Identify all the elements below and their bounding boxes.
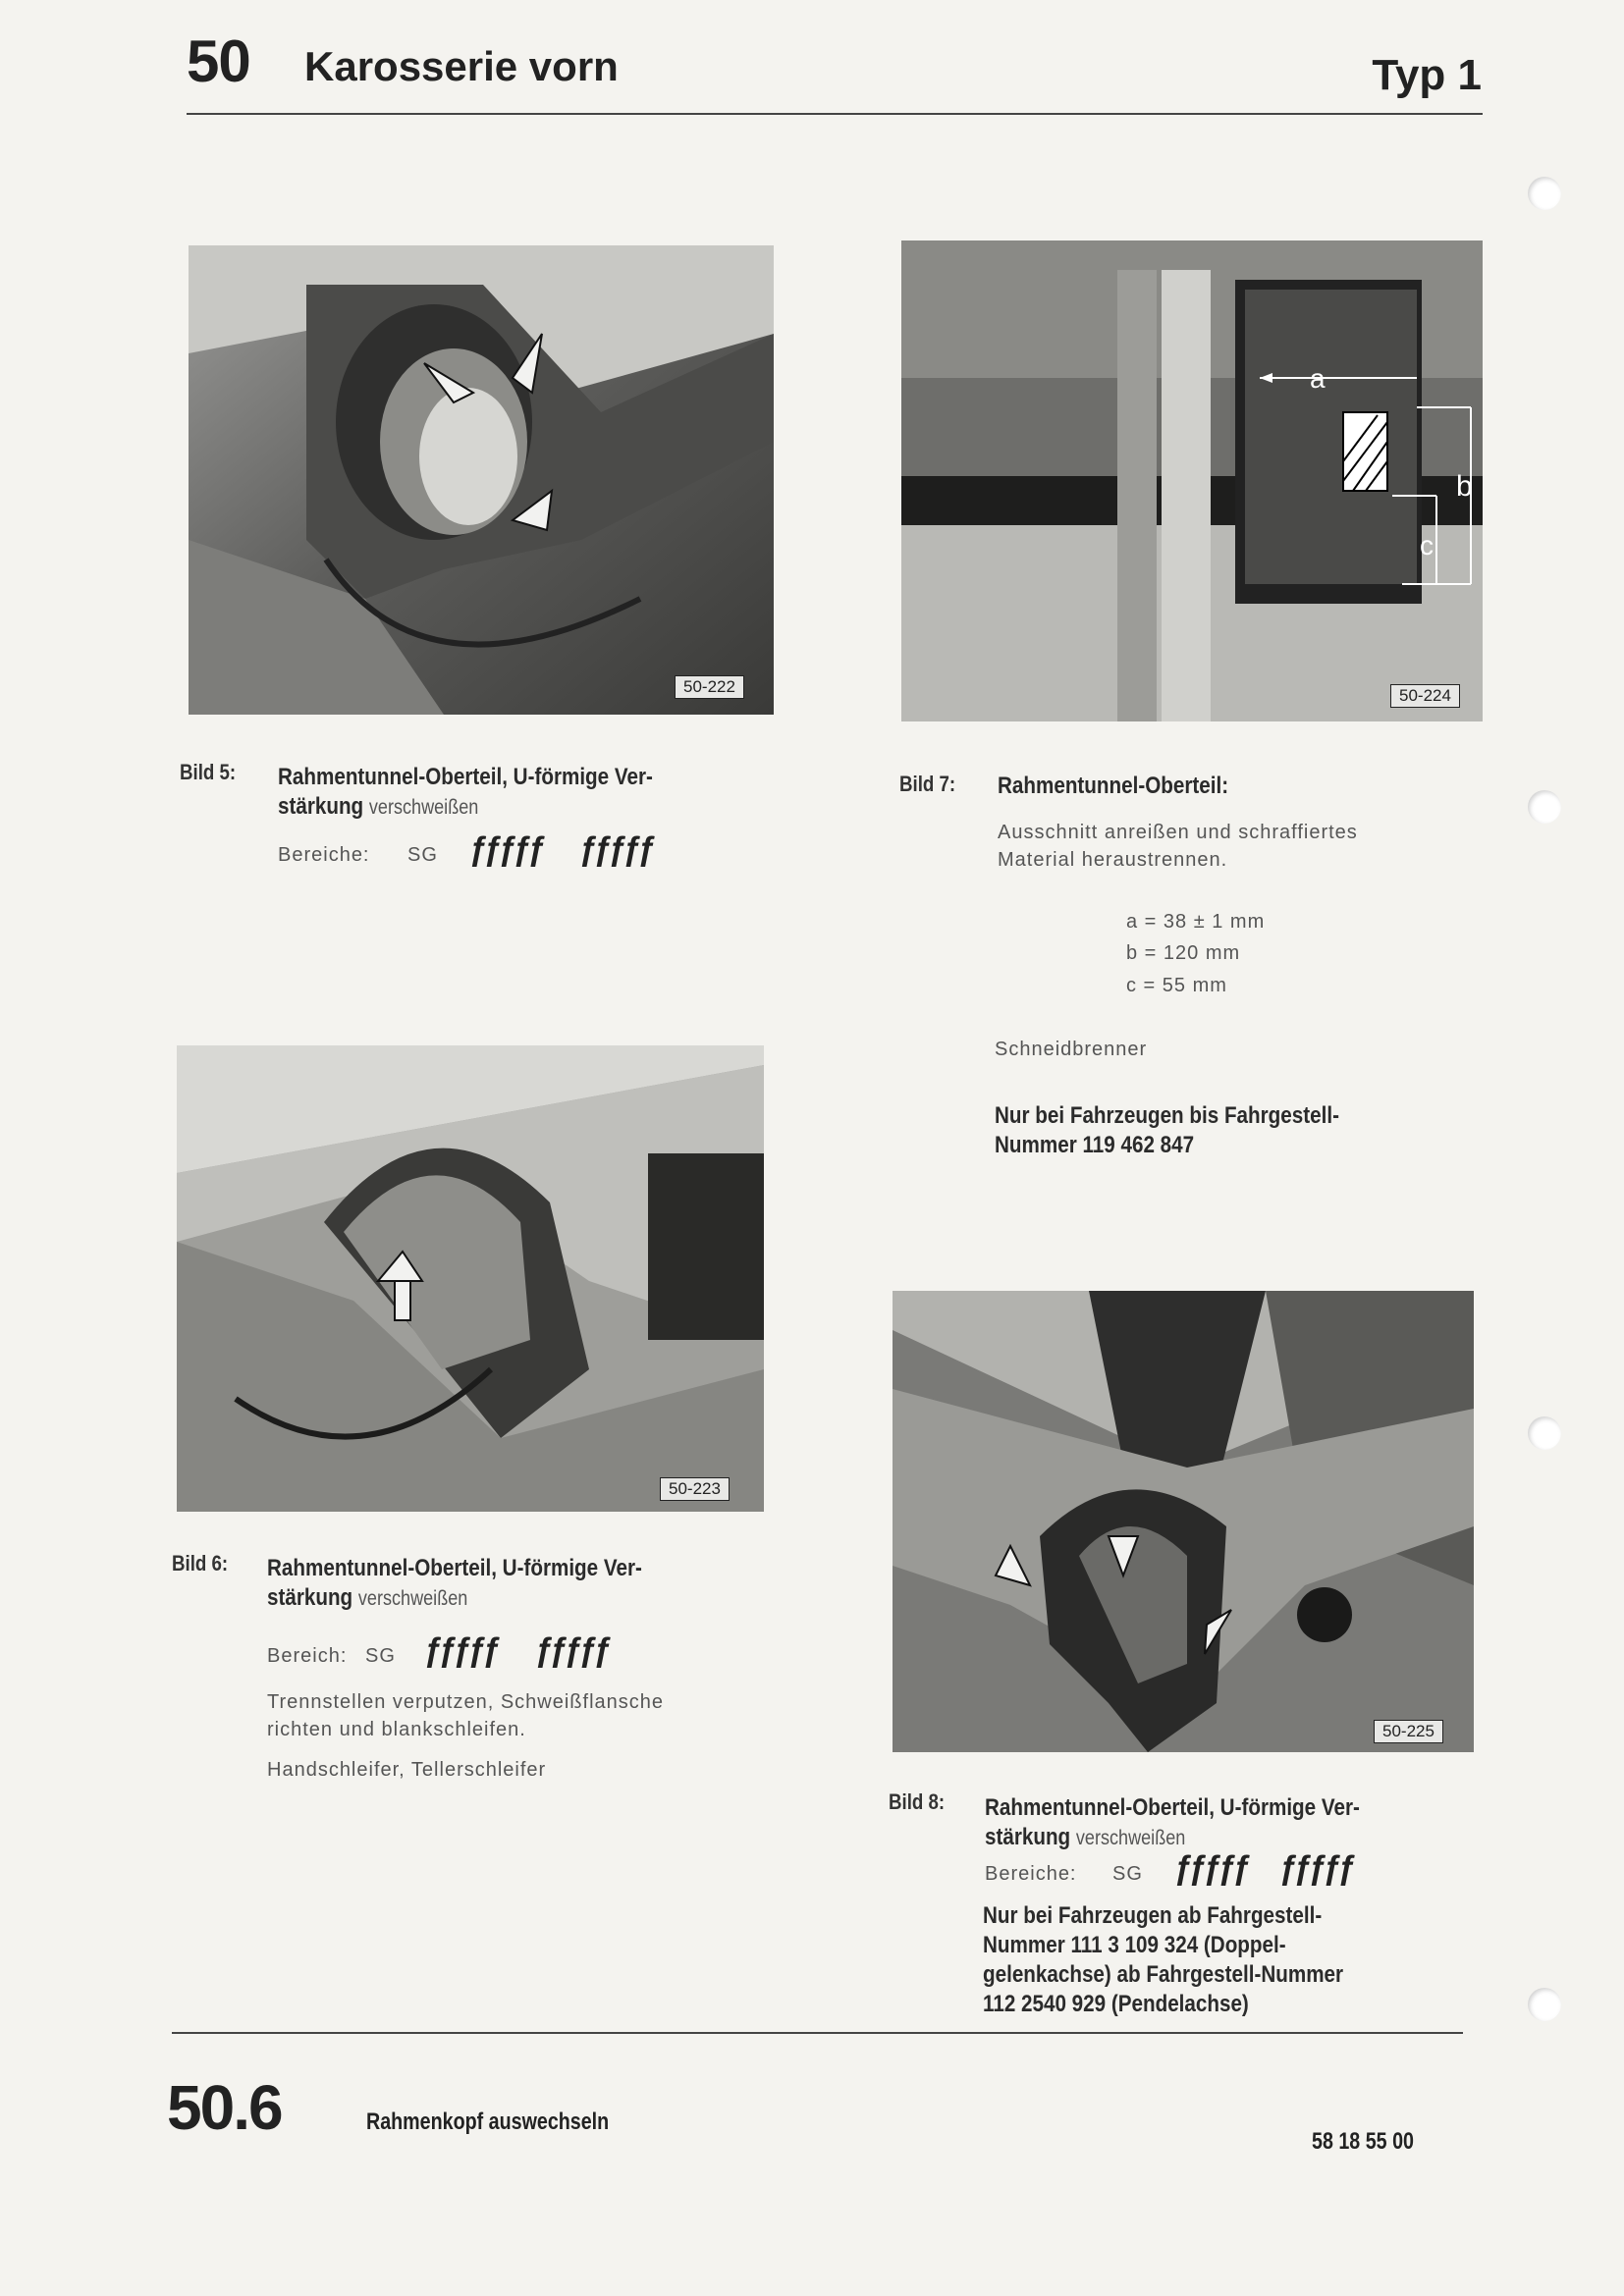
figure-6-title-line1: Rahmentunnel-Oberteil, U-förmige Ver- <box>267 1555 642 1581</box>
weld-symbol: ƒƒƒƒƒ <box>1279 1849 1353 1887</box>
figure-5-areas-code: SG <box>407 844 438 866</box>
figure-7-dim-c: c = 55 mm <box>1126 975 1227 996</box>
binder-hole <box>1528 1416 1561 1450</box>
figure-8-bold-note-line: Nur bei Fahrzeugen ab Fahrgestell- <box>983 1902 1323 1929</box>
figure-6-title-rest: verschweißen <box>357 1587 468 1610</box>
figure-6-notes <box>267 1688 664 1743</box>
figure-8-title <box>985 1793 1491 1853</box>
figure-7-note-line: Ausschnitt anreißen und schraffiertes <box>998 822 1358 843</box>
section-number: 50 <box>187 28 250 94</box>
figure-7-title: Rahmentunnel-Oberteil: <box>998 773 1229 799</box>
figure-5-title-rest: verschweißen <box>368 796 479 819</box>
weld-symbol: ƒƒƒƒƒ <box>469 830 543 868</box>
figure-5-areas-label: Bereiche: <box>278 844 370 866</box>
figure-7-label: Bild 7: <box>899 772 956 796</box>
figure-7-dim-b: b = 120 mm <box>1126 942 1241 964</box>
figure-7-bold-note <box>995 1101 1339 1160</box>
photo-id-label: 50-223 <box>660 1477 730 1501</box>
figure-6-photo <box>177 1045 764 1512</box>
diagram-label-c: c <box>1420 530 1434 561</box>
figure-7-note-line: Material heraustrennen. <box>998 849 1228 871</box>
figure-8-bold-note <box>983 1901 1343 2019</box>
weld-symbol: ƒƒƒƒƒ <box>424 1631 498 1669</box>
weld-symbol: ƒƒƒƒƒ <box>535 1631 609 1669</box>
binder-hole <box>1528 790 1561 824</box>
figure-7-notes <box>998 819 1358 874</box>
figure-6-title-line2 <box>267 1583 774 1614</box>
diagram-label-b: b <box>1456 470 1473 503</box>
figure-7-photo <box>901 240 1483 721</box>
figure-6-tools: Handschleifer, Tellerschleifer <box>267 1759 547 1781</box>
figure-8-photo <box>893 1291 1474 1752</box>
section-title: Karosserie vorn <box>304 43 619 89</box>
figure-7-bold-note-line: Nur bei Fahrzeugen bis Fahrgestell- <box>995 1102 1339 1129</box>
figure-8-label: Bild 8: <box>889 1789 946 1814</box>
figure-8-areas-code: SG <box>1112 1863 1143 1885</box>
figure-6-title-bold: stärkung <box>267 1584 353 1611</box>
figure-8-bold-note-line: 112 2540 929 (Pendelachse) <box>983 1991 1249 2017</box>
page-number: 50.6 <box>167 2072 282 2143</box>
binder-hole <box>1528 177 1561 210</box>
figure-5-title <box>278 763 785 823</box>
weld-symbol: ƒƒƒƒƒ <box>1174 1849 1248 1887</box>
figure-6-note-line: richten und blankschleifen. <box>267 1719 526 1740</box>
figure-5-title-line2 <box>278 792 785 823</box>
photo-id-label: 50-225 <box>1374 1720 1443 1743</box>
document-code: 58 18 55 00 <box>1312 2128 1414 2155</box>
type-label: Typ 1 <box>1372 51 1482 99</box>
figure-8-title-bold: stärkung <box>985 1824 1071 1850</box>
figure-6-areas-label: Bereich: <box>267 1645 348 1667</box>
figure-5-photo <box>189 245 774 715</box>
footer-rule <box>172 2032 1463 2034</box>
figure-7-bold-note-line: Nummer 119 462 847 <box>995 1132 1195 1158</box>
photo-id-label: 50-222 <box>675 675 744 699</box>
figure-5-label: Bild 5: <box>180 760 237 784</box>
figure-7-tool: Schneidbrenner <box>995 1039 1148 1060</box>
figure-8-bold-note-line: Nummer 111 3 109 324 (Doppel- <box>983 1932 1286 1958</box>
figure-8-title-rest: verschweißen <box>1075 1827 1186 1849</box>
figure-6-label: Bild 6: <box>172 1551 229 1575</box>
figure-6-note-line: Trennstellen verputzen, Schweißflansche <box>267 1691 664 1713</box>
diagram-label-a: a <box>1310 363 1326 394</box>
header-rule <box>187 113 1483 115</box>
figure-6-areas-code: SG <box>365 1645 396 1667</box>
figure-8-bold-note-line: gelenkachse) ab Fahrgestell-Nummer <box>983 1961 1344 1988</box>
figure-5-title-bold: stärkung <box>278 793 364 820</box>
figure-7-dim-a: a = 38 ± 1 mm <box>1126 911 1266 933</box>
figure-6-title <box>267 1554 774 1614</box>
photo-id-label: 50-224 <box>1390 684 1460 708</box>
binder-hole <box>1528 1988 1561 2021</box>
weld-symbol: ƒƒƒƒƒ <box>579 830 653 868</box>
figure-8-areas-label: Bereiche: <box>985 1863 1077 1885</box>
figure-8-title-line1: Rahmentunnel-Oberteil, U-förmige Ver- <box>985 1794 1360 1821</box>
footer-title: Rahmenkopf auswechseln <box>366 2109 610 2135</box>
figure-5-title-line1: Rahmentunnel-Oberteil, U-förmige Ver- <box>278 764 653 790</box>
